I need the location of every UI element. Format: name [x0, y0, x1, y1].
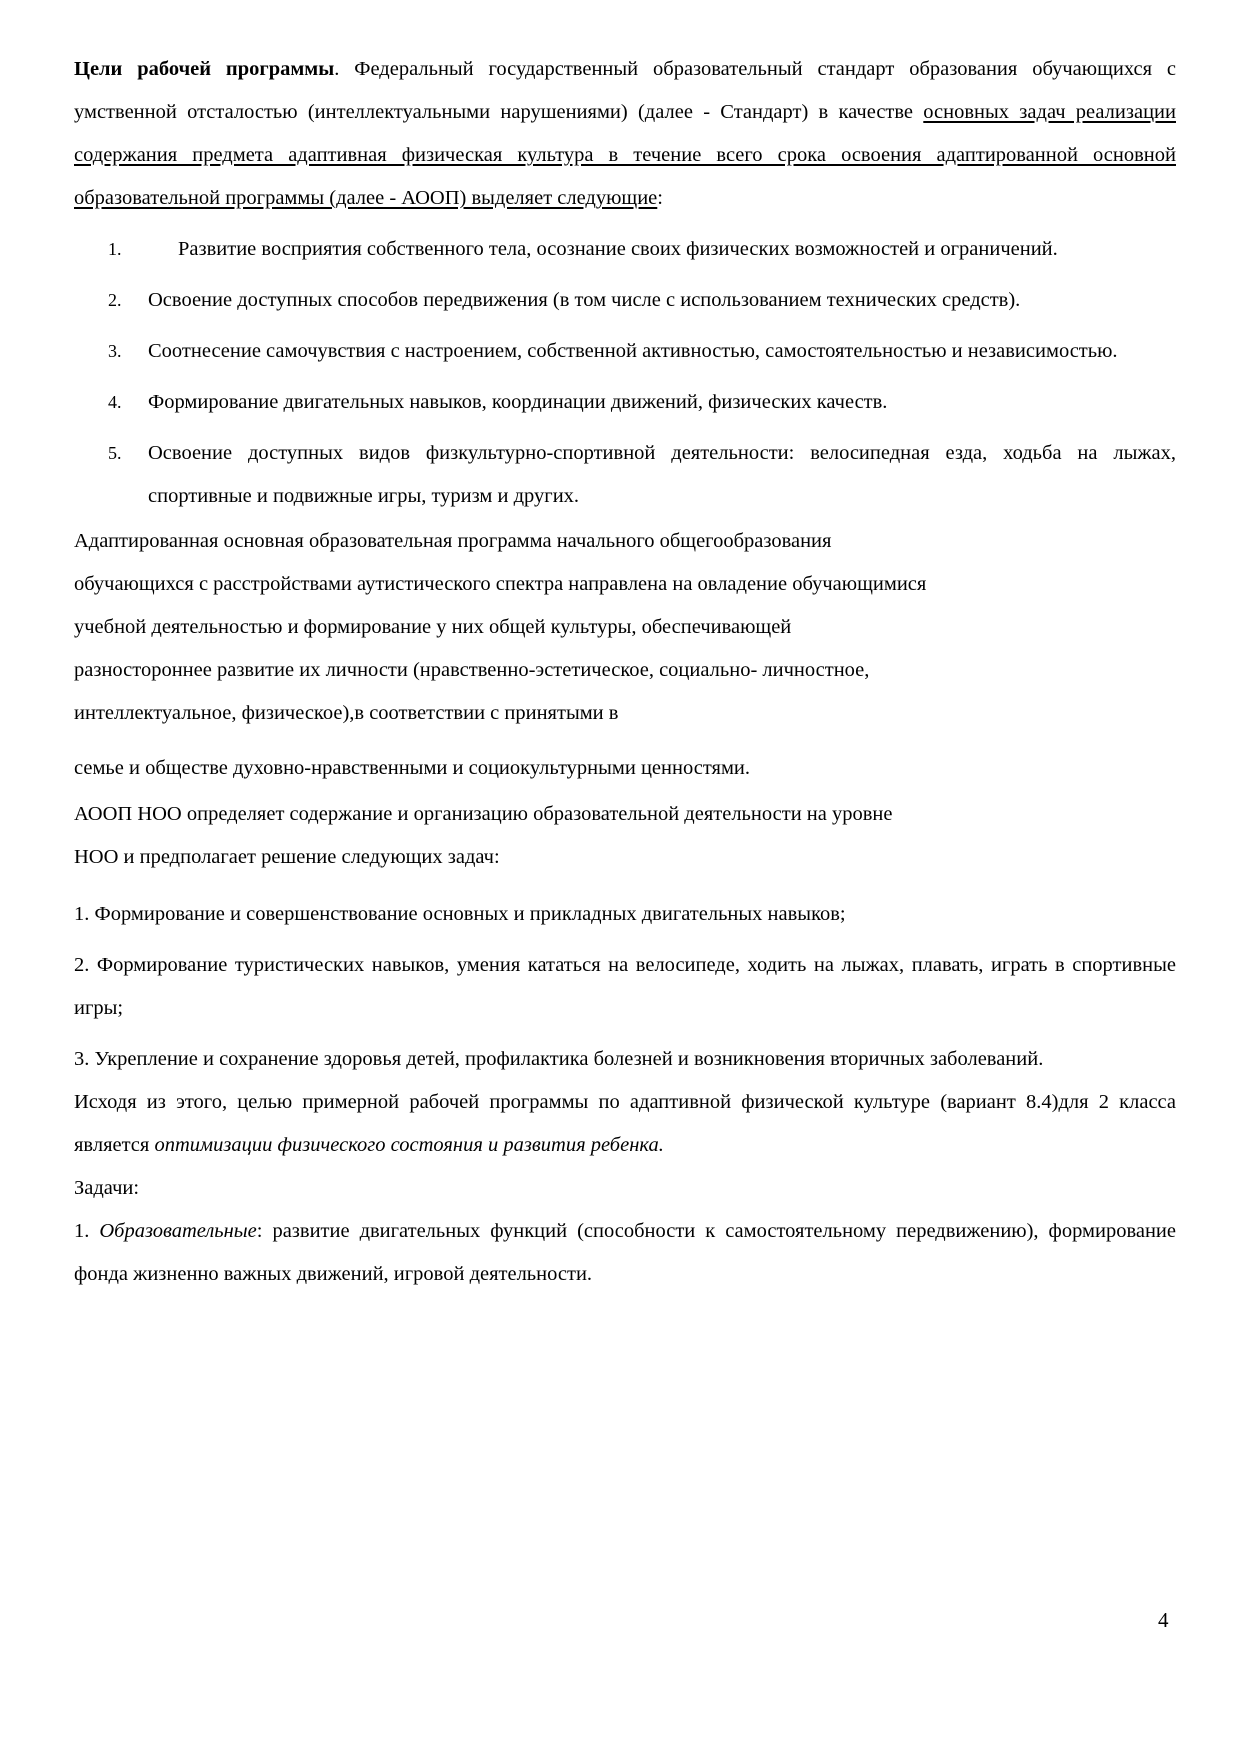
noo-line: АООП НОО определяет содержание и организацию образовательной деятельности на уровне	[74, 803, 893, 825]
aoop-line: учебной деятельностью и формирование у них общей культуры, обеспечивающей	[74, 616, 792, 638]
intro-text: Федеральный государственный образовательный стандарт образования обучающихся с умственной отсталостью (интеллектуальными нарушениями) (далее - Стандарт) в качестве	[74, 58, 1176, 123]
noo-line: НОО и предполагает решение следующих задач:	[74, 846, 500, 868]
educational-paragraph	[74, 1210, 1176, 1296]
list-item	[74, 330, 1176, 373]
tasks-list	[74, 228, 1176, 518]
goal-italic: оптимизации физического состояния и развития ребенка.	[154, 1134, 664, 1156]
goal-text: Исходя из этого, целью примерной рабочей программы по адаптивной физической культуре (вариант 8.4)для 2 класса является	[74, 1091, 1176, 1156]
list-item-number: 1.	[108, 239, 122, 259]
list-item-text: Формирование двигательных навыков, координации движений, физических качеств.	[148, 391, 888, 413]
family-line: семье и обществе духовно-нравственными и социокультурными ценностями.	[74, 757, 751, 779]
noo-paragraph	[74, 793, 1176, 879]
list-item	[74, 381, 1176, 424]
list-item-text: Развитие восприятия собственного тела, осознание своих физических возможностей и ограничений.	[178, 238, 1058, 260]
list-item-number: 4.	[108, 392, 122, 412]
noo-task-item: 3. Укрепление и сохранение здоровья детей, профилактика болезней и возникновения вторичных заболеваний.	[74, 1048, 1044, 1070]
intro-underlined-text: основных задач реализации содержания предмета адаптивная физическая культура в течение всего срока освоения адаптированной основной образовательной программы (далее - АООП) выделяет следующие	[74, 101, 1176, 209]
intro-paragraph	[74, 48, 1176, 220]
page-number: 4	[1158, 1608, 1169, 1632]
aoop-line: Адаптированная основная образовательная программа начального общегообразования	[74, 530, 832, 552]
list-item-text: Освоение доступных видов физкультурно-спортивной деятельности: велосипедная езда, ходьба на лыжах, спортивные и подвижные игры, туризм и других.	[148, 442, 1176, 507]
tasks-heading: Задачи:	[74, 1177, 140, 1199]
aoop-line: интеллектуальное, физическое),в соответствии с принятыми в	[74, 702, 619, 724]
educational-label: Образовательные	[99, 1220, 257, 1242]
educational-text: : развитие двигательных функций (способности к самостоятельному передвижению), формирование фонда жизненно важных движений, игровой деятельности.	[74, 1220, 1176, 1285]
intro-colon: :	[657, 187, 663, 209]
aoop-line: разностороннее развитие их личности (нравственно-эстетическое, социально- личностное,	[74, 659, 870, 681]
list-item	[74, 279, 1176, 322]
aoop-line: обучающихся с расстройствами аутистического спектра направлена на овладение обучающимися	[74, 573, 927, 595]
noo-tasks	[74, 893, 1176, 1081]
intro-heading: Цели рабочей программы	[74, 58, 335, 80]
aoop-paragraph	[74, 520, 1176, 735]
goal-paragraph	[74, 1081, 1176, 1167]
document-page	[74, 48, 1176, 1296]
list-item-number: 2.	[108, 290, 122, 310]
list-item-text: Соотнесение самочувствия с настроением, собственной активностью, самостоятельностью и независимостью.	[148, 340, 1118, 362]
list-item	[74, 432, 1176, 518]
list-item-number: 5.	[108, 443, 122, 463]
list-item-number: 3.	[108, 341, 122, 361]
noo-task-item: 2. Формирование туристических навыков, умения кататься на велосипеде, ходить на лыжах, плавать, играть в спортивные игры;	[74, 954, 1176, 1019]
educational-number: 1.	[74, 1220, 100, 1242]
intro-heading-dot: .	[334, 58, 340, 80]
list-item-text: Освоение доступных способов передвижения (в том числе с использованием технических средств).	[148, 289, 1021, 311]
noo-task-item: 1. Формирование и совершенствование основных и прикладных двигательных навыков;	[74, 903, 846, 925]
list-item	[74, 228, 1176, 271]
